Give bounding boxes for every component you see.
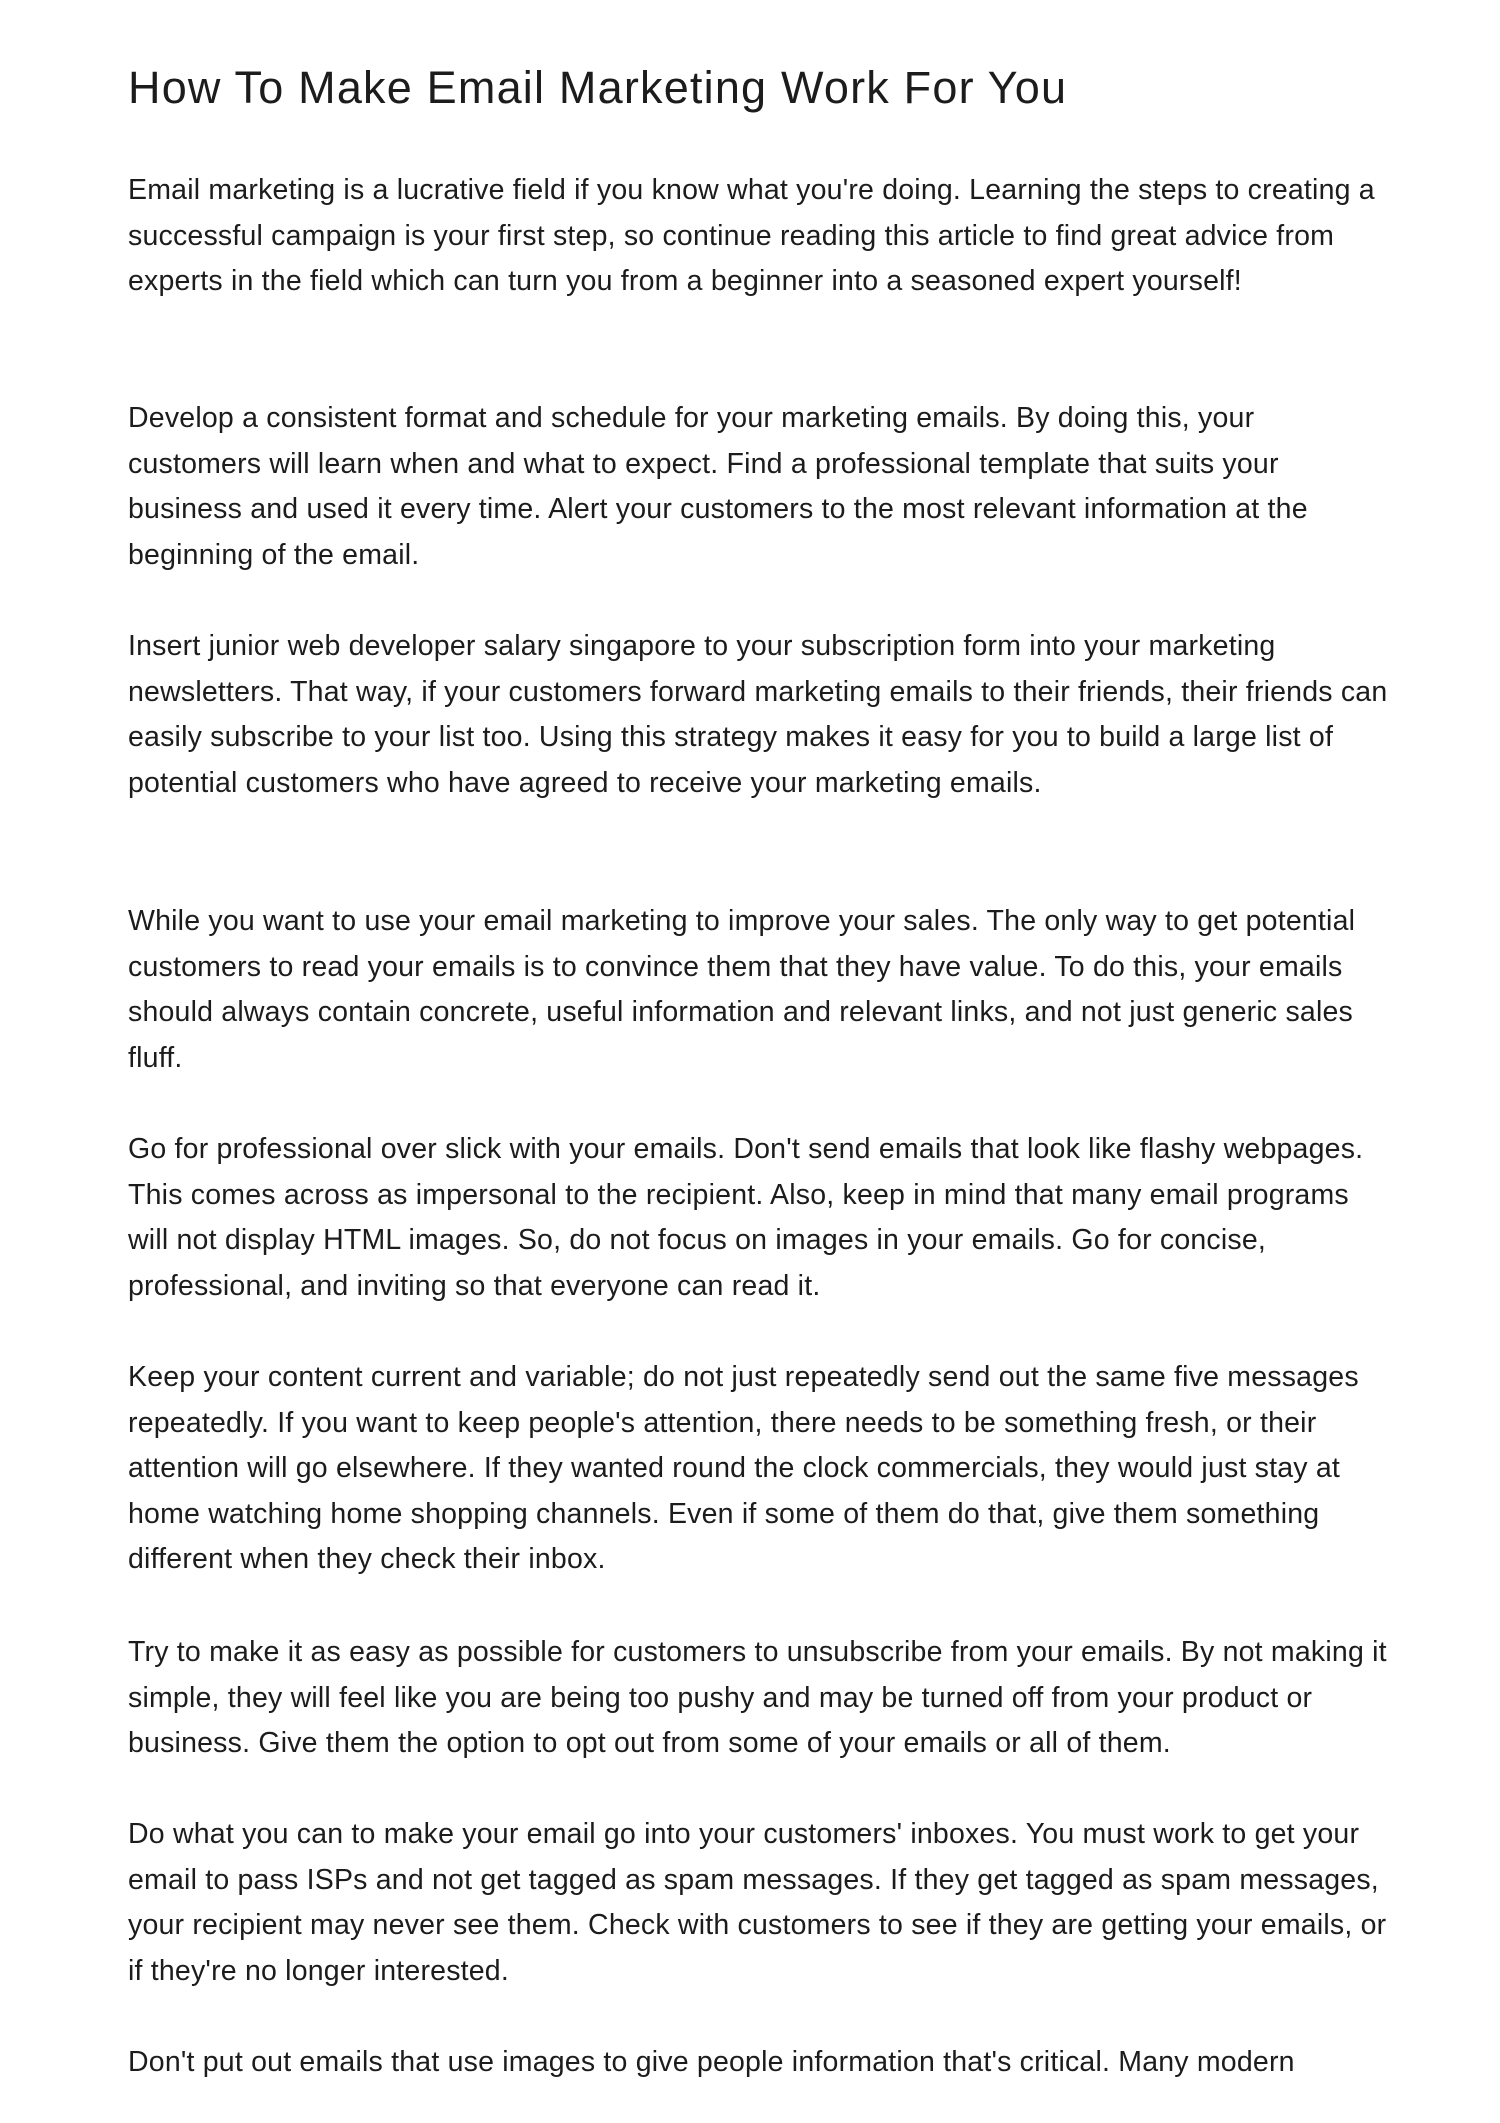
page-title: How To Make Email Marketing Work For You	[128, 62, 1068, 113]
paragraph-subscription-form: Insert junior web developer salary singapore to your subscription form into your marketing newsletters. That way, if your customers forward marketing emails to their friends, their friends can easily subscribe to your list too. Using this strategy makes it easy for you to build a large list of potential customers who have agreed to receive your marketing emails.	[128, 630, 1388, 799]
paragraph-content-current: Keep your content current and variable; do not just repeatedly send out the same five messages repeatedly. If you want to keep people's attention, there needs to be something fresh, or their attention will go elsewhere. If they wanted round the clock commercials, they would just stay at home watching home shopping channels. Even if some of them do that, give them something different when they check their inbox.	[128, 1361, 1359, 1576]
paragraph-consistent-format: Develop a consistent format and schedule for your marketing emails. By doing this, your customers will learn when and what to expect. Find a professional template that suits your business and used it every time. Alert your customers to the most relevant information at the beginning of the email.	[128, 402, 1308, 571]
paragraph-images-critical: Don't put out emails that use images to give people information that's critical. Many modern	[128, 2046, 1295, 2078]
paragraph-professional-emails: Go for professional over slick with your emails. Don't send emails that look like flashy webpages. This comes across as impersonal to the recipient. Also, keep in mind that many email programs will not display HTML images. So, do not focus on images in your emails. Go for concise, professional, and inviting so that everyone can read it.	[128, 1133, 1364, 1302]
paragraph-improve-sales: While you want to use your email marketing to improve your sales. The only way to get potential customers to read your emails is to convince them that they have value. To do this, your emails should always contain concrete, useful information and relevant links, and not just generic sales fluff.	[128, 905, 1356, 1074]
paragraph-unsubscribe: Try to make it as easy as possible for customers to unsubscribe from your emails. By not making it simple, they will feel like you are being too pushy and may be turned off from your product or business. Give them the option to opt out from some of your emails or all of them.	[128, 1636, 1387, 1760]
paragraph-intro: Email marketing is a lucrative field if you know what you're doing. Learning the steps to creating a successful campaign is your first step, so continue reading this article to find great advice from experts in the field which can turn you from a beginner into a seasoned expert yourself!	[128, 174, 1375, 298]
paragraph-inboxes: Do what you can to make your email go into your customers' inboxes. You must work to get your email to pass ISPs and not get tagged as spam messages. If they get tagged as spam messages, your recipient may never see them. Check with customers to see if they are getting your emails, or if they're no longer interested.	[128, 1818, 1387, 1987]
